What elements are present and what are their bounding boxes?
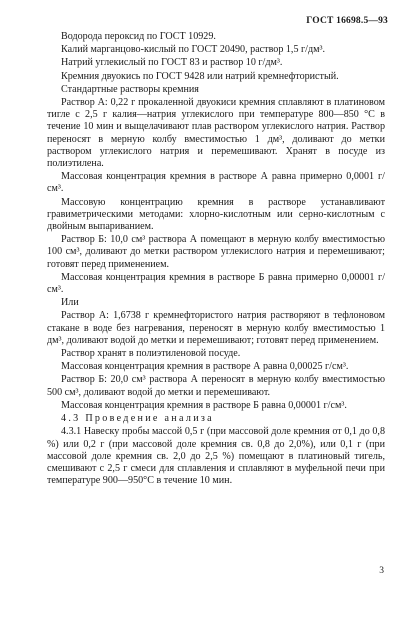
body-text [47,31,385,488]
section-heading-analysis: 4.3 Проведение анализа [61,413,214,425]
paragraph-reagent-silica: Кремния двуокись по ГОСТ 9428 или натрий кремнефтористый. [61,70,339,82]
subheading-standard-solutions: Стандартные растворы кремния [61,83,199,95]
paragraph-alt-solution-a-concentration: Массовая концентрация кремния в растворе А равна 0,00025 г/см³. [61,361,349,373]
paragraph-solution-a-concentration: Массовая концентрация кремния в растворе А равна примерно 0,0001 г/см³. [47,171,385,195]
paragraph-solution-b-concentration: Массовая концентрация кремния в растворе Б равна примерно 0,00001 г/см³. [47,271,385,296]
paragraph-alt-solution-a: Раствор А: 1,6738 г кремнефтористого натрия растворяют в тефлоновом стакане в воде без нагревания, переносят в мерную колбу вместимостью 1 дм³, доливают водой до метки и перемешивают; готовят перед применением. [47,310,385,346]
paragraph-reagent-peroxide: Водорода пероксид по ГОСТ 10929. [61,31,216,42]
paragraph-or: Или [61,297,79,309]
paragraph-alt-solution-b-concentration: Массовая концентрация кремния в растворе Б равна 0,00001 г/см³. [61,399,347,411]
page-number: 3 [379,566,384,576]
paragraph-reagent-sodium-carbonate: Натрий углекислый по ГОСТ 83 и раствор 10 г/дм³. [61,57,283,69]
paragraph-solution-a: Раствор А: 0,22 г прокаленной двуокиси кремния сплавляют в платиновом тигле с 2,5 г калия—натрия углекислого при температуре 800—850 °С в течение 10 мин и выщелачивают плав раствором углекислого натрия. Раствор переносят в мерную колбу вместимостью 1 дм³, доливают до метки раствором углекислого натрия и перемешивают. Хранят в посуде из полиэтилена. [47,97,385,170]
paragraph-analysis-step-1: 4.3.1 Навеску пробы массой 0,5 г (при массовой доле кремния от 0,1 до 0,8 %) или 0,2 г (при массовой доле кремния св. 0,8 до 2,0%), или 0,1 г (при массовой доле кремния св. 2,0 до 2,5 %) помещают в платиновый тигель, смешивают с 2,5 г смеси для сплавления и сплавляют в муфельной печи при температуре 900—950°С в течение 10 мин. [47,426,385,487]
paragraph-alt-solution-b: Раствор Б: 20,0 см³ раствора А переносят в мерную колбу вместимостью 500 см³, доливают водой до метки и перемешивают. [47,374,385,398]
paragraph-storage: Раствор хранят в полиэтиленовой посуде. [61,348,241,360]
standard-header: ГОСТ 16698.5—93 [306,16,388,26]
paragraph-reagent-permanganate: Калий марганцово-кислый по ГОСТ 20490, раствор 1,5 г/дм³. [61,44,326,56]
paragraph-solution-b: Раствор Б: 10,0 см³ раствора А помещают в мерную колбу вместимостью 100 см³, доливают до метки раствором углекислого натрия и перемешивают; готовят перед применением. [47,234,385,270]
paragraph-gravimetric-methods: Массовую концентрацию кремния в растворе устанавливают гравиметрическими методами: хлорно-кислотным или серно-кислотным с двойным выпариванием. [47,196,385,233]
